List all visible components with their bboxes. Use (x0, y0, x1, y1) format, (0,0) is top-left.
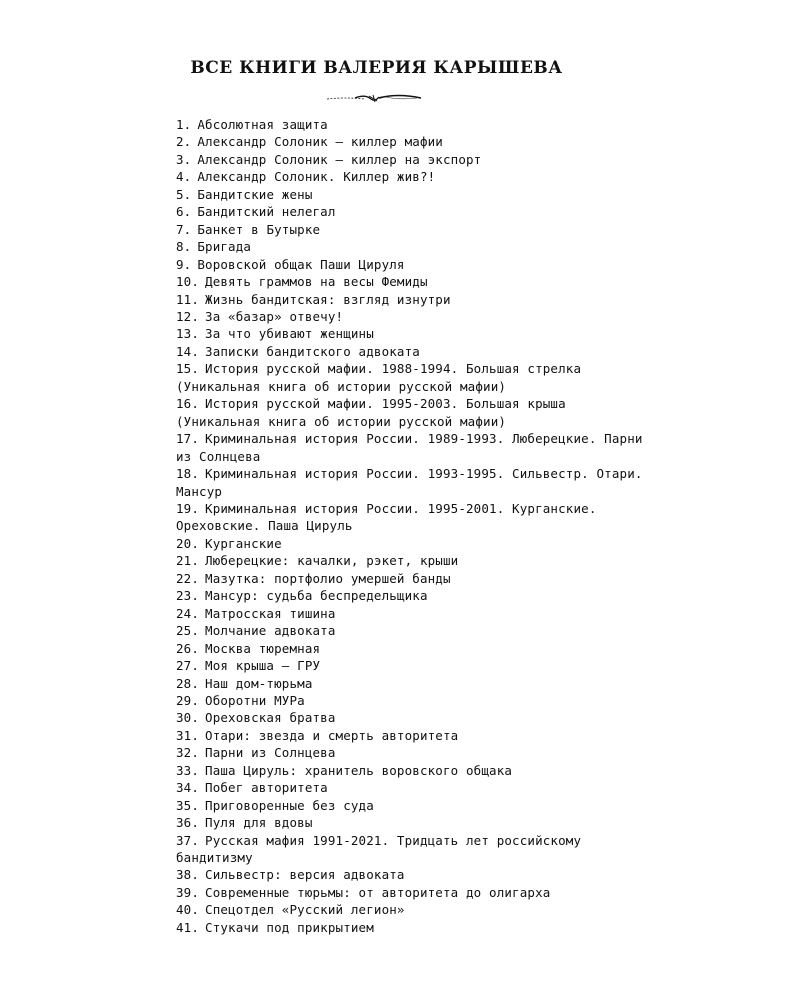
list-item-number: 9. (176, 256, 192, 272)
list-item-title: Криминальная история России. 1995-2001. Курганские. Ореховские. Паша Цируль (176, 500, 597, 534)
list-item-title: Современные тюрьмы: от авторитета до олигарха (205, 884, 551, 900)
list-item-number: 1. (176, 117, 192, 132)
list-item-title: Сильвестр: версия адвоката (205, 867, 405, 883)
list-item (176, 133, 646, 150)
list-item-number: 25. (176, 623, 200, 639)
list-item (176, 221, 646, 238)
list-item-number: 35. (176, 797, 200, 813)
list-item (176, 291, 646, 308)
list-item (176, 535, 646, 552)
list-item-title: Мазутка: портфолио умершей банды (205, 570, 451, 586)
list-item (176, 675, 646, 692)
list-item-title: Девять граммов на весы Фемиды (205, 274, 428, 290)
list-item (176, 727, 646, 744)
list-item-title: Паша Цируль: хранитель воровского общака (205, 762, 513, 778)
list-item-title: Спецотдел «Русский легион» (205, 902, 405, 918)
list-item-number: 23. (176, 588, 200, 604)
list-item-title: Воровской общак Паши Цируля (197, 256, 405, 272)
list-item (176, 657, 646, 674)
list-item (176, 186, 646, 203)
list-item (176, 203, 646, 220)
list-item-number: 20. (176, 535, 200, 551)
list-item-title: Записки бандитского адвоката (205, 343, 420, 359)
list-item-title: Стукачи под прикрытием (205, 919, 374, 935)
list-item-number: 17. (176, 431, 200, 447)
list-item-title: Отари: звезда и смерть авторитета (205, 727, 459, 743)
list-item (176, 256, 646, 273)
list-item-number: 13. (176, 326, 200, 342)
list-item-title: Абсолютная защита (197, 117, 328, 132)
list-item-number: 12. (176, 308, 200, 324)
list-item-number: 11. (176, 291, 200, 307)
list-item-title: Александр Солоник — киллер мафии (197, 134, 443, 150)
list-item-title: Побег авторитета (205, 780, 328, 796)
list-item-number: 19. (176, 500, 200, 516)
list-item (176, 465, 646, 500)
list-item-number: 31. (176, 727, 200, 743)
list-item (176, 587, 646, 604)
list-item-number: 5. (176, 186, 192, 202)
list-item (176, 797, 646, 814)
list-item-title: Пуля для вдовы (205, 815, 313, 831)
book-list (176, 116, 646, 936)
list-item (176, 866, 646, 883)
list-item-number: 36. (176, 815, 200, 831)
list-item (176, 360, 646, 395)
list-item-number: 33. (176, 762, 200, 778)
list-item (176, 640, 646, 657)
list-item-number: 24. (176, 605, 200, 621)
list-item-number: 14. (176, 343, 200, 359)
list-item-number: 10. (176, 274, 200, 290)
list-item-title: За что убивают женщины (205, 326, 374, 342)
list-item-number: 34. (176, 780, 200, 796)
list-item-number: 8. (176, 239, 192, 255)
list-item-number: 37. (176, 832, 200, 848)
list-item-number: 41. (176, 919, 200, 935)
page-title: ВСЕ КНИГИ ВАЛЕРИЯ КАРЫШЕВА (190, 58, 563, 78)
list-item-number: 3. (176, 151, 192, 167)
list-item-title: Бандитский нелегал (197, 204, 336, 220)
list-item-title: Криминальная история России. 1993-1995. Сильвестр. Отари. Мансур (176, 466, 643, 499)
list-item (176, 901, 646, 918)
list-item (176, 116, 646, 133)
list-item-title: За «базар» отвечу! (205, 308, 344, 324)
list-item-number: 30. (176, 710, 200, 726)
list-item (176, 605, 646, 622)
list-item (176, 168, 646, 185)
list-item-number: 32. (176, 745, 200, 761)
list-item-title: История русской мафии. 1988-1994. Большая стрелка (Уникальная книга об истории русской мафии) (176, 361, 582, 394)
list-item-title: Оборотни МУРа (205, 692, 305, 708)
list-item (176, 343, 646, 360)
list-item (176, 884, 646, 901)
list-item-number: 18. (176, 466, 200, 482)
list-item-title: Моя крыша — ГРУ (205, 658, 321, 674)
flourish-divider-icon (325, 91, 425, 105)
list-item-number: 28. (176, 675, 200, 691)
list-item-title: Ореховская братва (205, 710, 336, 726)
list-item-title: Жизнь бандитская: взгляд изнутри (205, 291, 451, 307)
list-item-number: 22. (176, 570, 200, 586)
list-item (176, 430, 646, 465)
list-item-title: Бригада (197, 239, 252, 255)
list-item-number: 27. (176, 658, 200, 674)
list-item (176, 273, 646, 290)
list-item-number: 6. (176, 204, 192, 220)
list-item-number: 16. (176, 396, 200, 412)
list-item (176, 308, 646, 325)
list-item-title: История русской мафии. 1995-2003. Большая крыша (Уникальная книга об истории русской мафии) (176, 396, 566, 429)
list-item-title: Приговоренные без суда (205, 797, 374, 813)
list-item-title: Курганские (205, 535, 282, 551)
list-item-title: Москва тюремная (205, 640, 321, 656)
list-item-number: 2. (176, 134, 192, 150)
list-item-title: Банкет в Бутырке (197, 221, 321, 237)
list-item (176, 151, 646, 168)
list-item (176, 744, 646, 761)
list-item (176, 814, 646, 831)
list-item-title: Бандитские жены (197, 186, 313, 202)
list-item-number: 7. (176, 221, 192, 237)
list-item-title: Парни из Солнцева (205, 745, 336, 761)
list-item (176, 832, 646, 867)
list-item-number: 15. (176, 361, 200, 377)
list-item (176, 325, 646, 342)
list-item (176, 692, 646, 709)
list-item (176, 622, 646, 639)
list-item-number: 26. (176, 640, 200, 656)
list-item-title: Александр Солоник. Киллер жив?! (197, 169, 436, 185)
list-item-title: Русская мафия 1991-2021. Тридцать лет российскому бандитизму (176, 832, 582, 866)
list-item-title: Молчание адвоката (205, 623, 336, 639)
list-item-number: 29. (176, 692, 200, 708)
list-item (176, 779, 646, 796)
list-item-title: Мансур: судьба беспредельщика (205, 588, 428, 604)
list-item (176, 570, 646, 587)
list-item-title: Наш дом-тюрьма (205, 675, 313, 691)
list-item-number: 39. (176, 884, 200, 900)
list-item (176, 500, 646, 535)
list-item-number: 40. (176, 902, 200, 918)
list-item (176, 238, 646, 255)
list-item-title: Люберецкие: качалки, рэкет, крыши (205, 553, 459, 569)
list-item (176, 552, 646, 569)
list-item-number: 38. (176, 867, 200, 883)
list-item-title: Матросская тишина (205, 605, 336, 621)
list-item (176, 395, 646, 430)
list-item (176, 919, 646, 936)
list-item-number: 21. (176, 553, 200, 569)
list-item-title: Криминальная история России. 1989-1993. Люберецкие. Парни из Солнцева (176, 431, 643, 464)
list-item-number: 4. (176, 169, 192, 185)
list-item (176, 709, 646, 726)
list-item-title: Александр Солоник — киллер на экспорт (197, 151, 482, 167)
list-item (176, 762, 646, 779)
